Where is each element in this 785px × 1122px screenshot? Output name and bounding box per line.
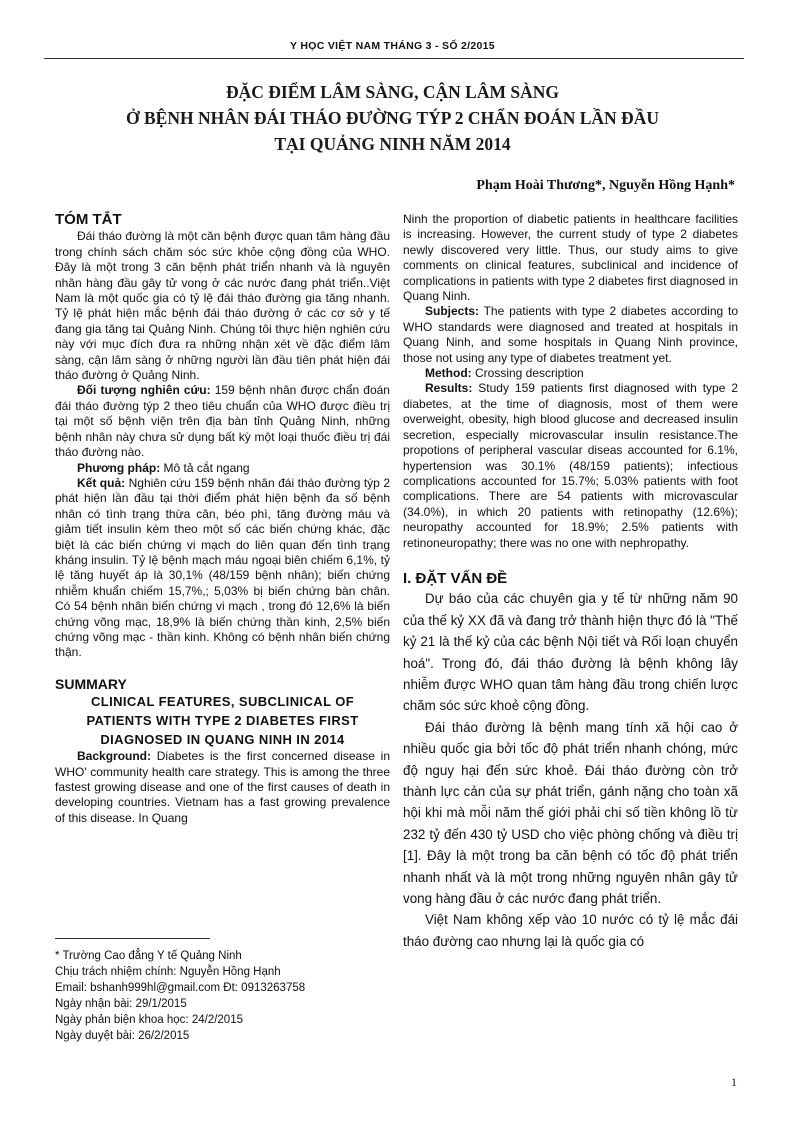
tomtat-subjects-label: Đối tượng nghiên cứu: <box>77 383 211 398</box>
summary-subjects-text: The patients with type 2 diabetes according to WHO standards were diagnosed and treated at hospitals in Quang Ninh, and some hospitals in Quang Ninh province, those not using any type of diabetes treatment yet. <box>403 304 738 365</box>
section1-paragraph-1: Dự báo của các chuyên gia y tế từ những năm 90 của thế kỷ XX đã và đang trở thành hiện thực đó là "Thế kỷ 21 là thế kỷ của các bệnh Nội tiết và Rối loạn chuyển hoá". Trong đó, đái tháo đường là bệnh không lây nhiễm được WHO quan tâm hàng đầu trong chiến lược chăm sóc sức khoẻ cộng đồng. <box>403 591 738 714</box>
summary-results-text: Study 159 patients first diagnosed with type 2 diabetes, at the time of diagnosis, most of them were overweight, obesity, high blood glucose and decreased insulin secretion, especially microvascular insulin resistance.The propotions of peripheral vascular diseas accounted for 6.1%, hypertension was 30.1% (48/159 patients); infectious complications accounted for 15.7%; 5.03% patients with foot complications. There are 54 patients with microvascular (34.0%), in which 20 patients with retinopathy (12.6%); neuropathy accounted for 18.9%; 2.5% patients with retinoneuropathy; there was no one with nephropathy. <box>403 381 738 550</box>
footnote-rule <box>55 938 210 939</box>
summary-heading: SUMMARY <box>55 675 127 692</box>
summary-subjects-label: Subjects: <box>425 304 480 319</box>
authors: Phạm Hoài Thương*, Nguyễn Hồng Hạnh* <box>476 178 735 193</box>
section1-paragraph-3: Việt Nam không xếp vào 10 nước có tỷ lệ mắc đái tháo đường cao nhưng lại là quốc gia có <box>403 912 738 949</box>
tomtat-method-label: Phương pháp: <box>77 460 161 475</box>
tomtat-subjects <box>55 383 390 460</box>
footnote-reviewed: Ngày phản biện khoa học: 24/2/2015 <box>55 1014 243 1026</box>
tomtat-results-text: Nghiên cứu 159 bệnh nhân đái tháo đường týp 2 phát hiện lần đầu tại thời điểm phát hiện bệnh đa số bệnh nhân có tình trạng thừa cân, béo phì, tăng đường máu và giảm tiết insulin kèm theo một số các biến chứng khác, đặc biệt là các biến chứng vi mạch do liên quan đến tình trạng kháng insulin. Tỷ lệ bệnh mạch máu ngoại biên chiếm 6,1%, tỷ lệ tăng huyết áp là 30,1% (48/159 bệnh nhân); biến chứng nhiễm khuẩn chiếm 15,7%,; 5,03% bị biến chứng bàn chân. Có 54 bệnh nhân biến chứng vi mạch , trong đó 12,6% là biến chứng võng mạc, 18,9% là biến chứng thần kinh, 2,5% biến chứng võng mạc - thần kinh. Không có bệnh nhân biến chứng thận. <box>55 475 390 660</box>
tomtat-subjects-text: 159 bệnh nhân được chẩn đoán đái tháo đường týp 2 theo tiêu chuẩn của WHO được điều trị tại một số bệnh viện trên địa bàn tỉnh Quảng Ninh, những bệnh nhân này chưa sử dụng bất kỳ một loại thuốc điều trị đái tháo đường nào. <box>55 383 390 460</box>
summary-background <box>55 749 390 826</box>
article-title-line-3: TẠI QUẢNG NINH NĂM 2014 <box>274 134 511 154</box>
left-column <box>55 212 390 826</box>
header-rule <box>44 58 744 59</box>
section1-heading: I. ĐẶT VẤN ĐỀ <box>403 569 508 587</box>
summary-method <box>403 366 738 381</box>
article-title-line-2: Ở BỆNH NHÂN ĐÁI THÁO ĐƯỜNG TÝP 2 CHẨN ĐOÁN LẦN ĐẦU <box>126 108 659 128</box>
footnote <box>55 948 390 1044</box>
footnote-approved: Ngày duyệt bài: 26/2/2015 <box>55 1030 190 1042</box>
tomtat-results-label: Kết quả: <box>77 475 126 490</box>
footnote-responsible: Chịu trách nhiệm chính: Nguyễn Hồng Hạnh <box>55 966 281 978</box>
footnote-received: Ngày nhận bài: 29/1/2015 <box>55 998 187 1010</box>
footnote-affiliation: * Trường Cao đẳng Y tế Quảng Ninh <box>55 950 242 962</box>
summary-results <box>403 381 738 550</box>
footnote-email: Email: bshanh999hl@gmail.com Đt: 0913263758 <box>55 982 306 994</box>
summary-results-label: Results: <box>425 381 473 396</box>
tomtat-method <box>55 461 390 476</box>
tomtat-heading: TÓM TẮT <box>55 211 122 228</box>
summary-subjects <box>403 304 738 366</box>
page-number: 1 <box>731 1075 737 1089</box>
section1-paragraph-2: Đái tháo đường là bệnh mang tính xã hội cao ở nhiều quốc gia bởi tốc độ phát triển nhanh chóng, mức độ nguy hại đến sức khoẻ. Đái tháo đường còn trở thành lực cản của sự phát triển, gánh nặng cho toàn xã hội khi mà mỗi năm thế giới phải chi số tiền không lồ từ 232 tỷ đến 430 tỷ USD cho việc phòng chống và điều trị [1]. Đây là một trong ba căn bệnh có tốc độ phát triển nhanh nhất và là một trong những nguyên nhân gây tử vong hàng đầu ở các nước đang phát triển. <box>403 719 738 907</box>
summary-title-line-2: PATIENTS WITH TYPE 2 DIABETES FIRST <box>86 713 359 729</box>
summary-title-line-3: DIAGNOSED IN QUANG NINH IN 2014 <box>100 732 345 748</box>
journal-header: Y HỌC VIỆT NAM THÁNG 3 - SỐ 2/2015 <box>290 40 495 52</box>
summary-background-left-text: Diabetes is the first concerned disease in WHO' community health care strategy. This is among the three fastest growing disease and one of the first causes of death in developing countries. Vietnam has a fast growing prevalence of this disease. In Quang <box>55 749 390 825</box>
summary-method-label: Method: <box>425 366 472 381</box>
article-title-line-1: ĐẶC ĐIỂM LÂM SÀNG, CẬN LÂM SÀNG <box>226 82 559 102</box>
right-column <box>403 212 738 952</box>
summary-method-text: Crossing description <box>471 366 584 381</box>
tomtat-method-text: Mô tả cắt ngang <box>160 460 250 475</box>
tomtat-results <box>55 476 390 661</box>
summary-background-right-text: Ninh the proportion of diabetic patients in healthcare facilities is increasing. However, the current study of type 2 diabetes newly discovered very little. Thus, our study aims to give comments on clinical features, subclinical and incidence of complications in patients with type 2 diabetes first diagnosed in Quang Ninh. <box>403 212 738 304</box>
summary-title-line-1: CLINICAL FEATURES, SUBCLINICAL OF <box>90 694 355 710</box>
tomtat-intro: Đái tháo đường là một căn bệnh được quan tâm hàng đầu trong chính sách chăm sóc sức khỏe cộng đồng của WHO. Đây là một trong 3 căn bệnh phát triển nhanh và là nguyên nhân hàng đầu gây tử vong ở các nước đang phát triển..Việt Nam là một quốc gia có tỷ lệ đái tháo đường gia tăng nhanh. Tỷ lệ phát hiện mắc bệnh đái tháo đường ở các cơ sở y tế đang gia tăng tại Quảng Ninh. Chúng tôi thực hiện nghiên cứu này với mục đích đưa ra những nhận xét về đặc điểm lâm sàng, cận lâm sàng ở những người lần đầu tiên phát hiện đái tháo đường ở Quảng Ninh. <box>55 229 390 383</box>
summary-background-label: Background: <box>77 749 152 764</box>
